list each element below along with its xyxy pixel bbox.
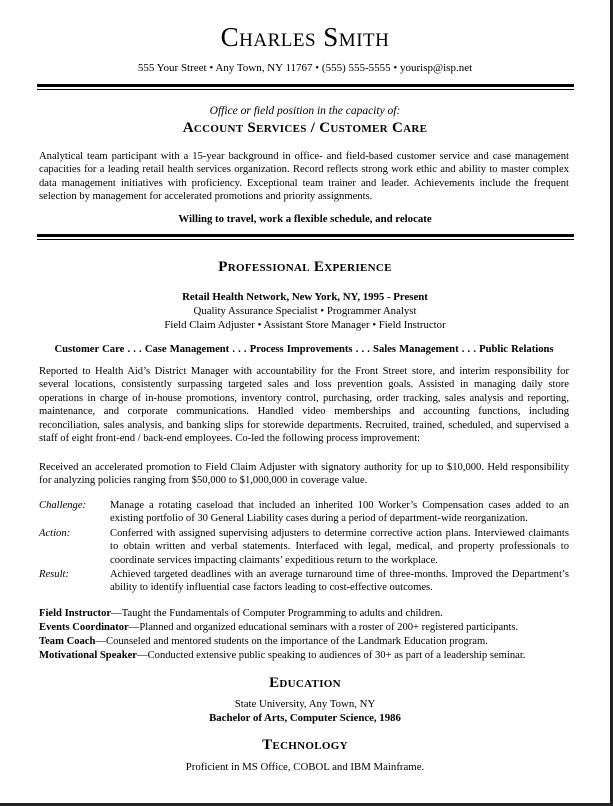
summary-paragraph: Analytical team participant with a 15-year background in office- and field-based customer service and case management capacities for a leading retail health services organization. Record reflects strong work ethic and ability to master complex data management initiatives with proficiency. Exceptional team trainer and leader. Achievements include the frequent selection by management for accelerated promotions and priority assignments.: [39, 151, 569, 203]
objective-title: Account Services / Customer Care: [182, 120, 428, 136]
result-text: Achieved targeted deadlines with an average turnaround time of three-months. Improved the Department’s ability to identify influential case factors leading to cost-effective outcomes.: [110, 569, 569, 594]
education-school: State University, Any Town, NY: [234, 698, 376, 710]
challenge-row: [39, 499, 569, 526]
header-divider: [37, 84, 574, 90]
result-label: Result:: [39, 569, 70, 580]
objective-intro: Office or field position in the capacity of:: [209, 105, 401, 117]
list-item: [39, 635, 574, 648]
roles-line-1: Quality Assurance Specialist • Programmer Analyst: [193, 305, 417, 317]
list-item: [39, 621, 574, 634]
challenge-label: Challenge:: [39, 500, 87, 511]
technology-text: Proficient in MS Office, COBOL and IBM Mainframe.: [185, 761, 425, 773]
experience-heading: Professional Experience: [218, 259, 392, 275]
result-row: [39, 568, 569, 595]
item-title: Team Coach: [39, 636, 96, 647]
technology-heading: Technology: [262, 737, 348, 753]
contact-line: 555 Your Street • Any Town, NY 11767 • (555) 555-5555 • yourisp@isp.net: [137, 62, 473, 74]
item-text: —Counseled and mentored students on the importance of the Landmark Education program.: [95, 636, 488, 647]
item-title: Motivational Speaker: [39, 650, 137, 661]
willing-line: Willing to travel, work a flexible schedule, and relocate: [178, 213, 432, 225]
candidate-name: Charles Smith: [220, 22, 390, 52]
challenge-text: Manage a rotating caseload that included an inherited 100 Worker’s Compensation cases added to an existing portfolio of 30 General Liability cases during a period of department-wide reorganization.: [110, 500, 569, 525]
education-degree: Bachelor of Arts, Computer Science, 1986: [209, 712, 401, 724]
item-text: —Taught the Fundamentals of Computer Programming to adults and children.: [111, 608, 443, 619]
action-text: Conferred with assigned supervising adjusters to determine corrective action plans. Interviewed claimants to obtain written and verbal statements. Interfaced with legal, medical, and property professionals to coordinate services impacting claimants’ expeditious return to the workplace.: [110, 528, 569, 566]
experience-paragraph-1: Reported to Health Aid’s District Manager with accountability for the Front Street store, and interim responsibility for several locations, consistently surpassing targeted sales and loss prevention goals. Assisted in managing daily store operations in charge of in-house promotions, inventory control, purchasing, order tracking, sales analysis and reporting, maintenance, and corporate communications. Handled video memberships and accounting functions, including reconciliation, sales analysis, and banking slips for storewide departments. Recruited, trained, scheduled, and supervised a staff of eight front-end / back-end employees. Co-led the following process improvement:: [39, 366, 569, 445]
list-item: [39, 607, 574, 620]
employer-line: Retail Health Network, New York, NY, 1995 - Present: [182, 291, 428, 303]
item-title: Events Coordinator: [39, 622, 129, 633]
action-row: [39, 527, 569, 567]
item-title: Field Instructor: [39, 608, 112, 619]
item-text: —Conducted extensive public speaking to audiences of 30+ as part of a leadership seminar.: [137, 650, 526, 661]
action-label: Action:: [39, 528, 71, 539]
list-item: [39, 649, 574, 662]
education-heading: Education: [269, 675, 341, 691]
summary-divider: [37, 234, 574, 240]
experience-paragraph-2: Received an accelerated promotion to Field Claim Adjuster with signatory authority for up to $10,000. Held responsibility for analyzing policies ranging from $50,000 to $1,000,000 in coverage value.: [39, 462, 569, 487]
item-text: —Planned and organized educational seminars with a roster of 200+ registered participants.: [128, 622, 519, 633]
keywords-line: Customer Care . . . Case Management . . . Process Improvements . . . Sales Management . . . Public Relations: [54, 344, 554, 355]
roles-line-2: Field Claim Adjuster • Assistant Store Manager • Field Instructor: [164, 319, 446, 331]
